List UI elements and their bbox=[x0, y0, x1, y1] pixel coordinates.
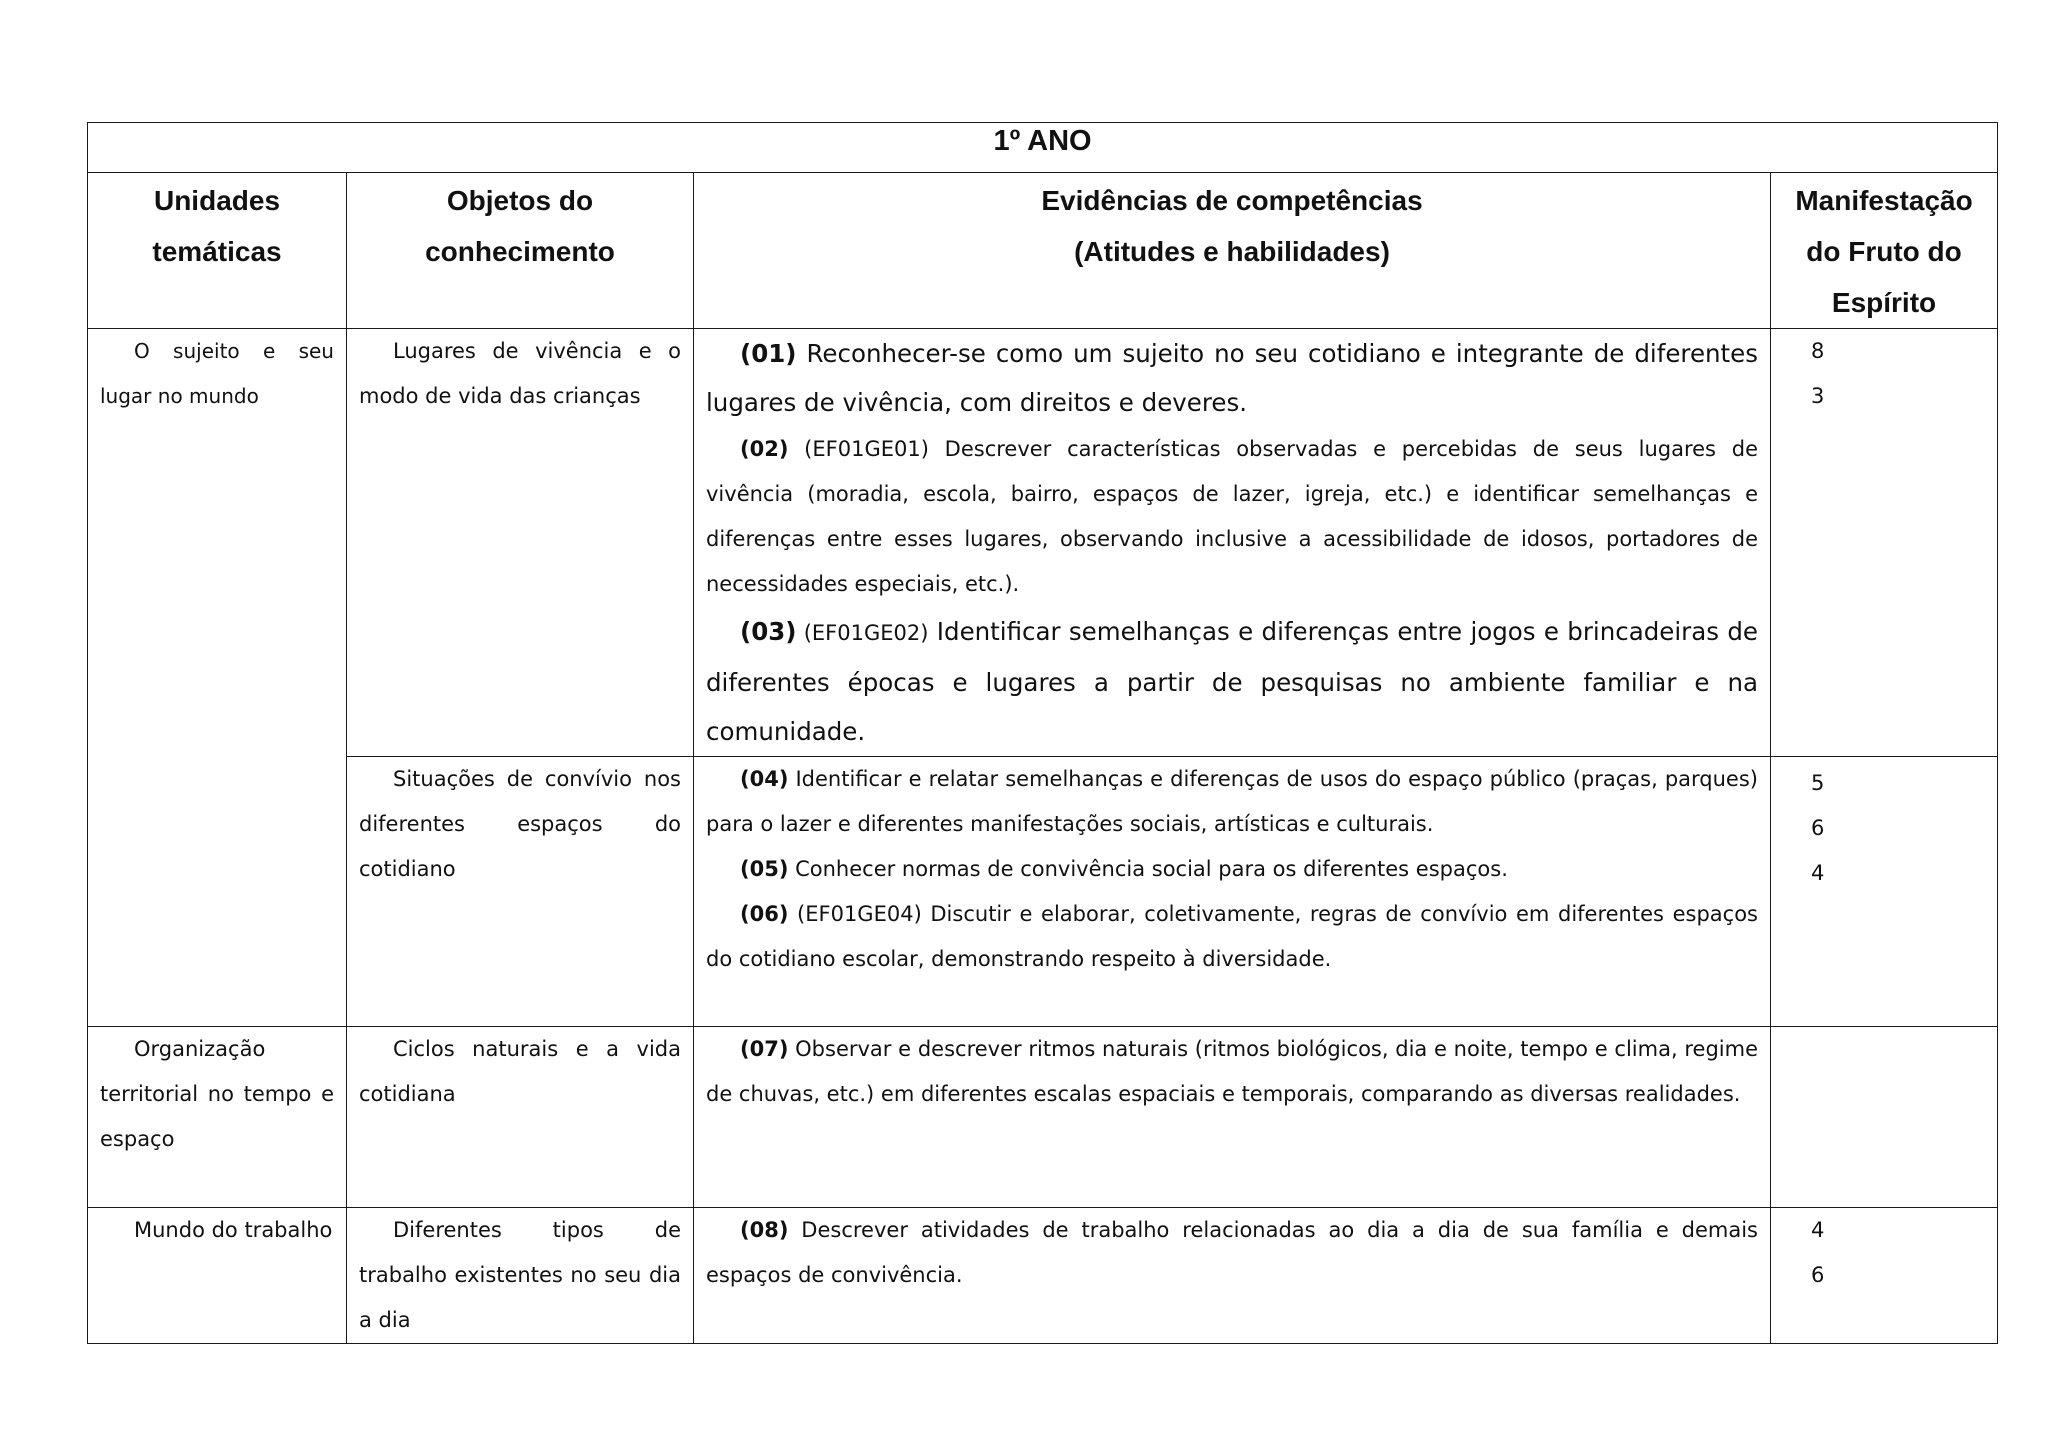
evidence-item: (03) (EF01GE02) Identificar semelhanças e diferenças entre jogos e brincadeiras de diferentes épocas e lugares a partir de pesquisas no ambiente familiar e na comunidade. bbox=[706, 617, 1758, 746]
header-fruto: Manifestação do Fruto do Espírito bbox=[1771, 173, 1998, 329]
evidence-cell bbox=[694, 1027, 1771, 1208]
fruit-cell bbox=[1771, 1027, 1998, 1208]
evidence-item: (04) Identificar e relatar semelhanças e diferenças de usos do espaço público (praças, parques) para o lazer e diferentes manifestações sociais, artísticas e culturais. bbox=[706, 767, 1758, 836]
fruit-cell: 8 3 bbox=[1771, 329, 1998, 757]
object-cell: Ciclos naturais e a vida cotidiana bbox=[347, 1027, 694, 1208]
unit-cell: Mundo do trabalho bbox=[88, 1208, 347, 1344]
object-cell: Situações de convívio nos diferentes espaços do cotidiano bbox=[347, 757, 694, 1027]
table-row bbox=[88, 1208, 1998, 1344]
table-row bbox=[88, 757, 1998, 1027]
evidence-item: (02) (EF01GE01) Descrever características observadas e percebidas de seus lugares de vivência (moradia, escola, bairro, espaços de lazer, igreja, etc.) e identificar semelhanças e diferenças entre esses lugares, observando inclusive a acessibilidade de idosos, portadores de necessidades especiais, etc.). bbox=[706, 437, 1758, 596]
evidence-cell bbox=[694, 329, 1771, 757]
fruit-cell: 5 6 4 bbox=[1771, 757, 1998, 1027]
evidence-cell bbox=[694, 757, 1771, 1027]
object-cell: Diferentes tipos de trabalho existentes no seu dia a dia bbox=[347, 1208, 694, 1344]
evidence-item: (06) (EF01GE04) Discutir e elaborar, coletivamente, regras de convívio em diferentes espaços do cotidiano escolar, demonstrando respeito à diversidade. bbox=[706, 902, 1758, 971]
unit-cell: Organização territorial no tempo e espaço bbox=[88, 1027, 347, 1208]
evidence-cell bbox=[694, 1208, 1771, 1344]
table-title: 1º ANO bbox=[88, 123, 1998, 173]
curriculum-table bbox=[87, 122, 1998, 1344]
fruit-cell: 4 6 bbox=[1771, 1208, 1998, 1344]
header-unidades: Unidades temáticas bbox=[88, 173, 347, 329]
table-row bbox=[88, 1027, 1998, 1208]
evidence-item: (01) Reconhecer-se como um sujeito no seu cotidiano e integrante de diferentes lugares de vivência, com direitos e deveres. bbox=[706, 339, 1758, 417]
unit-cell: O sujeito e seu lugar no mundo bbox=[88, 329, 347, 1027]
header-objetos: Objetos do conhecimento bbox=[347, 173, 694, 329]
header-evidencias: Evidências de competências (Atitudes e habilidades) bbox=[694, 173, 1771, 329]
table-row bbox=[88, 329, 1998, 757]
object-cell: Lugares de vivência e o modo de vida das crianças bbox=[347, 329, 694, 757]
evidence-item: (08) Descrever atividades de trabalho relacionadas ao dia a dia de sua família e demais espaços de convivência. bbox=[706, 1218, 1758, 1287]
evidence-item: (05) Conhecer normas de convivência social para os diferentes espaços. bbox=[740, 857, 1508, 881]
evidence-item: (07) Observar e descrever ritmos naturais (ritmos biológicos, dia e noite, tempo e clima, regime de chuvas, etc.) em diferentes escalas espaciais e temporais, comparando as diversas realidades. bbox=[706, 1037, 1758, 1106]
